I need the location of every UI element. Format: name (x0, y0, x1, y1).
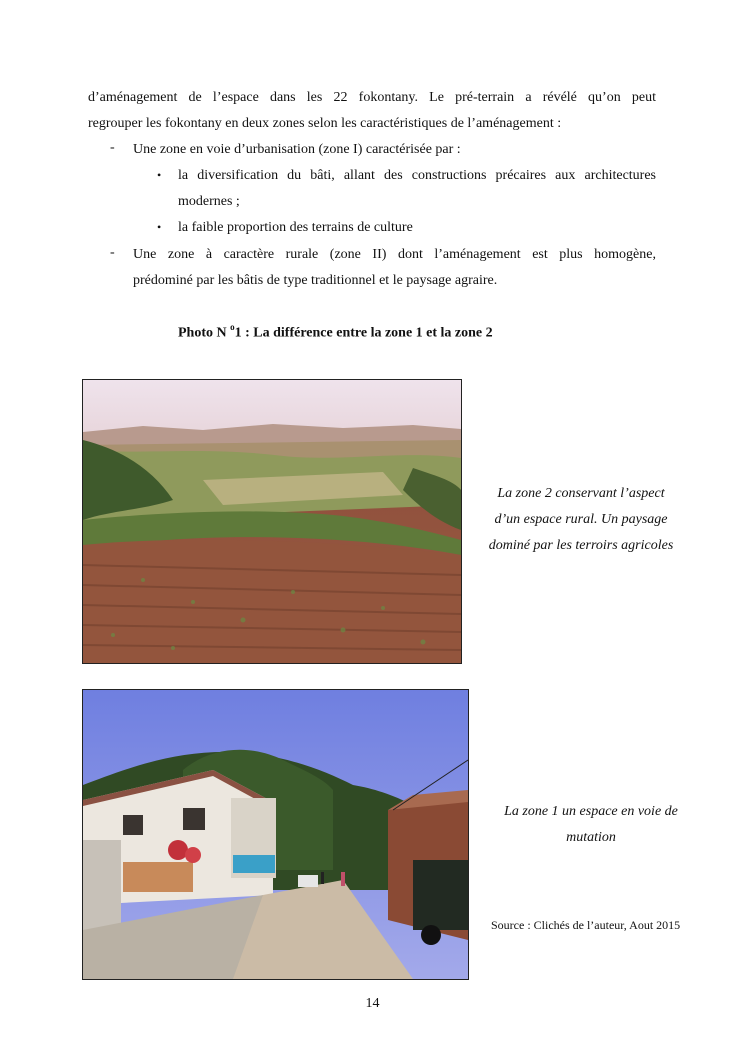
source-note: Source : Clichés de l’auteur, Aout 2015 (491, 918, 681, 932)
photo-title: Photo N $^o$1 : La différence entre la zone 1 et la zone 2 (178, 322, 493, 341)
photo2-caption-line-1: La zone 1 un espace en voie de (504, 804, 678, 819)
photo2-caption (486, 799, 696, 851)
bullet1-line-2: modernes ; (178, 194, 240, 209)
photo1-caption-line-1: La zone 2 conservant l’aspect (497, 486, 665, 501)
zone2-line-2: prédominé par les bâtis de type traditionnel et le paysage agraire. (133, 273, 498, 288)
bullet1-line-1: la diversification du bâti, allant des constructions précaires aux architectures (178, 168, 656, 183)
paragraph-line-1: d’aménagement de l’espace dans les 22 fokontany. Le pré-terrain a révélé qu’on peut (88, 90, 656, 105)
photo1-caption-line-3: dominé par les terroirs agricoles (488, 538, 674, 553)
bullet2-text: la faible proportion des terrains de culture (178, 220, 413, 235)
bullet-icon: • (157, 168, 162, 182)
page-number: 14 (365, 996, 380, 1011)
photo1-caption (476, 481, 686, 559)
zone1-item: Une zone en voie d’urbanisation (zone I) caractérisée par : (133, 142, 461, 157)
bullet-icon: • (157, 220, 162, 234)
photo-street-scene (82, 689, 469, 980)
photo2-caption-line-2: mutation (566, 830, 616, 845)
zone2-line-1: Une zone à caractère rurale (zone II) dont l’aménagement est plus homogène, (133, 247, 656, 262)
photo-rural-landscape (82, 379, 462, 664)
photo1-caption-line-2: d’un espace rural. Un paysage (494, 512, 668, 527)
list-dash-zone2: - (110, 245, 115, 260)
paragraph-line-2: regrouper les fokontany en deux zones selon les caractéristiques de l’aménagement : (88, 116, 562, 131)
list-dash-zone1: - (110, 140, 115, 155)
